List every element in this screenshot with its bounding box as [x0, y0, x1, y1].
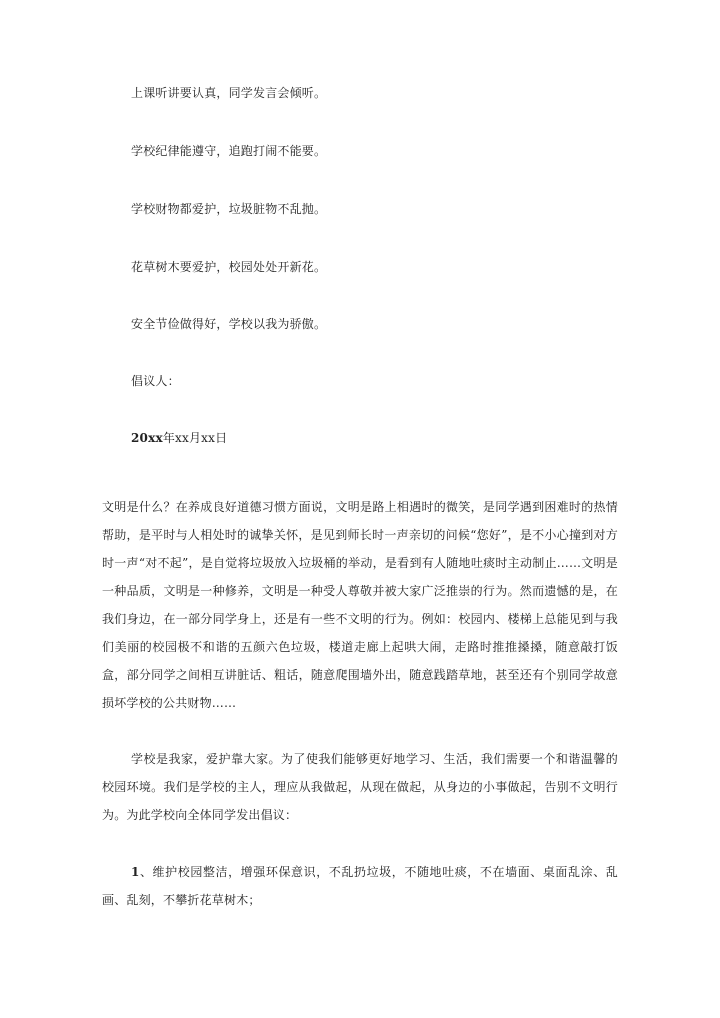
proposal-item-1: [102, 858, 618, 914]
proposal-item-1-text: 、维护校园整洁，增强环保意识，不乱扔垃圾，不随地吐痰，不在墙面、桌面乱涂、乱画、乱刻，不攀折花草树木；: [102, 865, 618, 907]
paragraph-school-home: 学校是我家，爱护靠大家。为了使我们能够更好地学习、生活，我们需要一个和谐温馨的校园环境。我们是学校的主人，理应从我做起，从现在做起，从身边的小事做起，告别不文明行为。为此学校向全体同学发出倡议：: [102, 752, 618, 822]
proposal-item-1-number: 1: [131, 865, 140, 879]
poem-line-3: 学校财物都爱护，垃圾脏物不乱抛。: [131, 202, 327, 216]
paragraph-civility: 文明是什么？在养成良好道德习惯方面说，文明是路上相遇时的微笑，是同学遇到困难时的热情帮助，是平时与人相处时的诚挚关怀，是见到师长时一声亲切的问候“您好”，是不小心撞到对方时一声“对不起”，是自觉将垃圾放入垃圾桶的举动，是看到有人随地吐痰时主动制止……文明是一种品质，文明是一种修养，文明是一种受人尊敬并被大家广泛推崇的行为。然而遗憾的是，在我们身边，在一部分同学身上，还是有一些不文明的行为。例如：校园内、楼梯上总能见到与我们美丽的校园极不和谐的五颜六色垃圾，楼道走廊上起哄大闹，走路时推推搡搡，随意敲打饭盒，部分同学之间相互讲脏话、粗话，随意爬围墙外出，随意践踏草地，甚至还有个别同学故意损坏学校的公共财物……: [102, 500, 618, 710]
signature-date: [131, 430, 227, 446]
poem-line-2: 学校纪律能遵守，追跑打闹不能要。: [131, 144, 327, 158]
poem-line-4: 花草树木要爱护，校园处处开新花。: [131, 260, 327, 274]
poem-line-1: 上课听讲要认真，同学发言会倾听。: [131, 86, 327, 100]
poem-line-5: 安全节俭做得好，学校以我为骄傲。: [131, 317, 327, 331]
signature-date-rest: 年xx月xx日: [162, 431, 228, 445]
signature-date-year: 20xx: [131, 431, 163, 445]
signature-label: 倡议人：: [131, 374, 180, 388]
